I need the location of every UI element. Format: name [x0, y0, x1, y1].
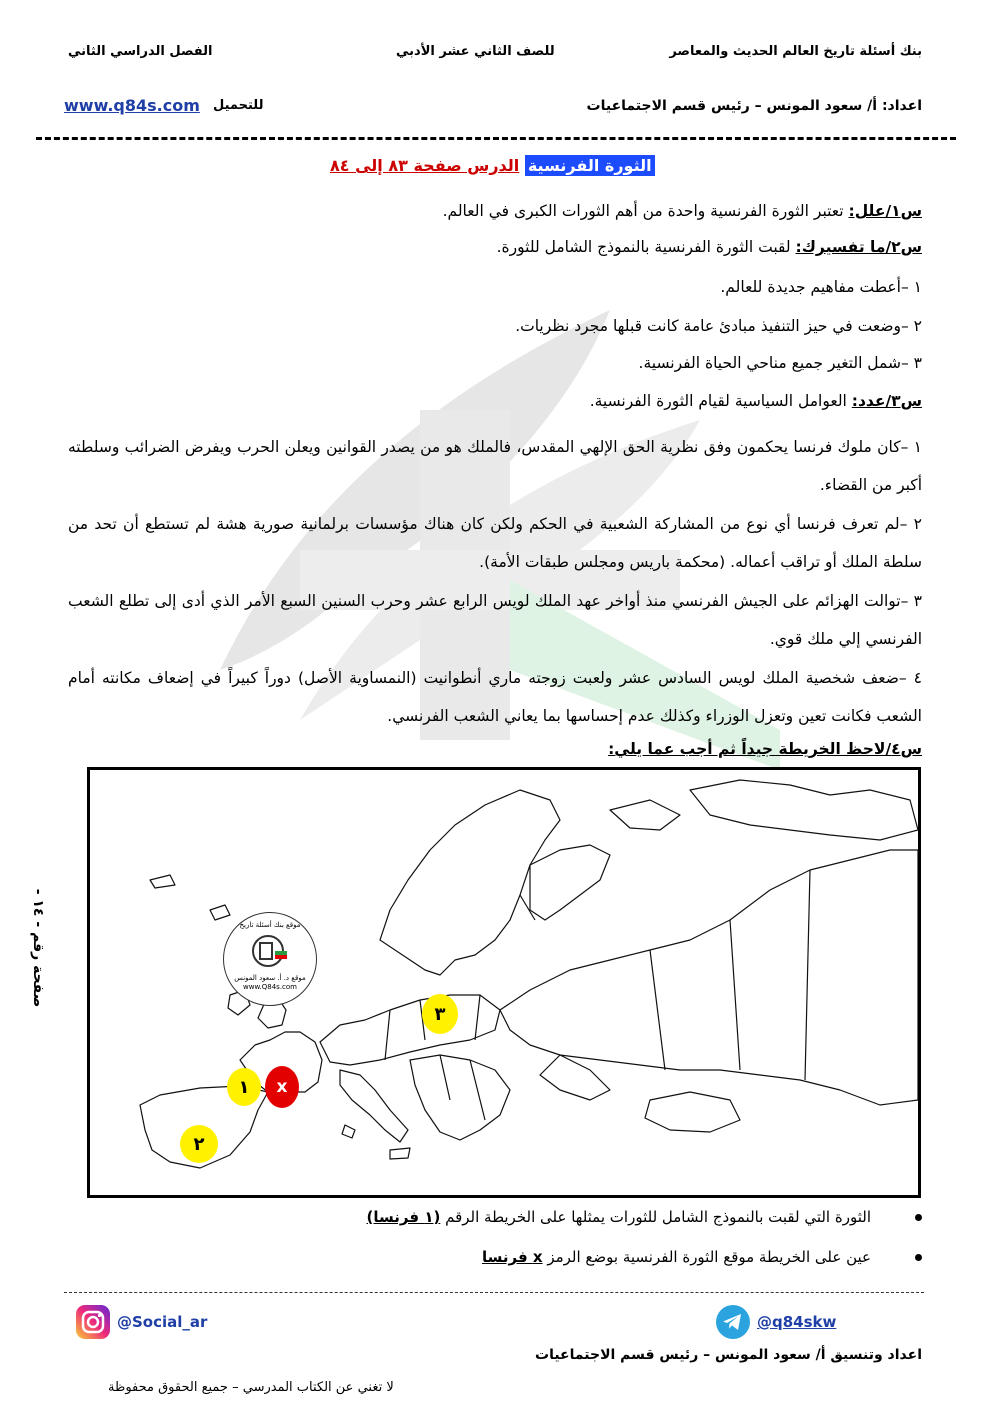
q3-text: العوامل السياسية لقيام الثورة الفرنسية.: [589, 392, 852, 410]
footer-divider: [64, 1292, 924, 1293]
rights-notice: لا تغني عن الكتاب المدرسي – جميع الحقوق محفوظة: [108, 1380, 394, 1395]
kuwait-map-icon: [250, 933, 290, 969]
lesson-pages: الدرس صفحة ٨٣ إلى ٨٤: [330, 156, 520, 175]
answer-1-text: الثورة التي لقبت بالنموذج الشامل للثورات يمثلها على الخريطة الرقم: [440, 1208, 871, 1226]
q2-answer-2: ٢ –وضعت في حيز التنفيذ مبادئ عامة كانت قبلها مجرد نظريات.: [515, 317, 922, 335]
map-marker-1: ١: [227, 1068, 261, 1106]
answer-1: [72, 1208, 922, 1226]
map-marker-3: ٣: [422, 994, 458, 1034]
question-4: [68, 738, 922, 760]
coordination-credit: اعداد وتنسيق أ/ سعود المونس – رئيس قسم الاجتماعيات: [535, 1347, 922, 1363]
instagram-link[interactable]: [75, 1304, 207, 1340]
lesson-title: [330, 156, 655, 175]
logo-bottom-text: موقع د. أ. سعود المونس: [234, 974, 306, 982]
question-1: [68, 200, 922, 222]
q1-text: تعتبر الثورة الفرنسية واحدة من أهم الثورات الكبرى في العالم.: [442, 202, 849, 220]
semester-label: الفصل الدراسي الثاني: [68, 44, 213, 59]
q2-answer-3: ٣ –شمل التغير جميع مناحي الحياة الفرنسية.: [638, 354, 922, 372]
europe-map: [87, 767, 921, 1198]
bullet-icon: [915, 1214, 922, 1221]
q2-label: س٢/ما تفسيرك:: [795, 238, 922, 256]
answer-1-value: (١ فرنسا): [366, 1208, 441, 1226]
telegram-handle: @q84skw: [757, 1313, 837, 1331]
bullet-icon: [915, 1254, 922, 1261]
logo-top-text: موقع بنك أسئلة تاريخ: [239, 921, 301, 929]
map-marker-2: ٢: [180, 1125, 218, 1163]
q3-answer-2: ٢ –لم تعرف فرنسا أي نوع من المشاركة الشعبية في الحكم ولكن كان هناك مؤسسات برلمانية صورية هشة لم تستطع أن تحد من سلطة الملك أو تراقب أعماله. (محكمة باريس ومجلس طبقات الأمة).: [68, 515, 922, 571]
header-divider: [36, 137, 956, 140]
bank-title: بنك أسئلة تاريخ العالم الحديث والمعاصر: [669, 44, 922, 59]
q3-label: س٣/عدد:: [851, 392, 922, 410]
q4-label: س٤/لاحظ الخريطة جيداً ثم أجب عما يلي:: [608, 740, 922, 758]
page-number: صفحة رقم - ١٤ -: [30, 888, 46, 1008]
telegram-icon: [715, 1304, 751, 1340]
answer-2-value: x فرنسا: [481, 1248, 543, 1266]
q3-answer-3: ٣ –توالت الهزائم على الجيش الفرنسي منذ أواخر عهد الملك لويس الرابع عشر وحرب السنين السبع الأمر الذي أدى إلى تطلع الشعب الفرنسي إلي ملك قوي.: [68, 592, 922, 648]
q1-label: س١/علل:: [848, 202, 922, 220]
question-3: [68, 390, 922, 412]
prepared-by: اعداد: أ/ سعود المونس – رئيس قسم الاجتماعيات: [586, 98, 922, 114]
instagram-handle: @Social_ar: [117, 1313, 208, 1331]
q3-answer-1: ١ –كان ملوك فرنسا يحكمون وفق نظرية الحق الإلهي المقدس، فالملك هو من يصدر القوانين ويعلن الحرب ويفرض الضرائب وسلطته أكبر من القضاء.: [68, 438, 922, 494]
telegram-link[interactable]: [715, 1304, 836, 1340]
website-link[interactable]: www.q84s.com: [64, 96, 200, 115]
grade-label: للصف الثاني عشر الأدبي: [396, 44, 555, 59]
answer-2: [72, 1248, 922, 1266]
download-label: للتحميل: [213, 98, 264, 113]
q3-answer-4: ٤ –ضعف شخصية الملك لويس السادس عشر ولعبت زوجته ماري أنطوانيت (النمساوية الأصل) دوراً كبيراً في إضعاف مكانته أمام الشعب فكانت تعين وتعزل الوزراء وكذلك عدم إحساسها بما يعاني الشعب الفرنسي.: [68, 669, 922, 725]
lesson-topic: الثورة الفرنسية: [525, 155, 655, 176]
question-2: [68, 236, 922, 258]
europe-outline: [90, 770, 918, 1195]
q2-answer-1: ١ –أعطت مفاهيم جديدة للعالم.: [720, 278, 922, 296]
map-marker-x: x: [265, 1066, 299, 1108]
logo-url-text: www.Q84s.com: [243, 983, 297, 991]
site-logo-stamp: [223, 912, 317, 1006]
answer-2-text: عين على الخريطة موقع الثورة الفرنسية بوضع الرمز: [542, 1248, 871, 1266]
instagram-icon: [75, 1304, 111, 1340]
q2-text: لقبت الثورة الفرنسية بالنموذج الشامل للثورة.: [496, 238, 796, 256]
